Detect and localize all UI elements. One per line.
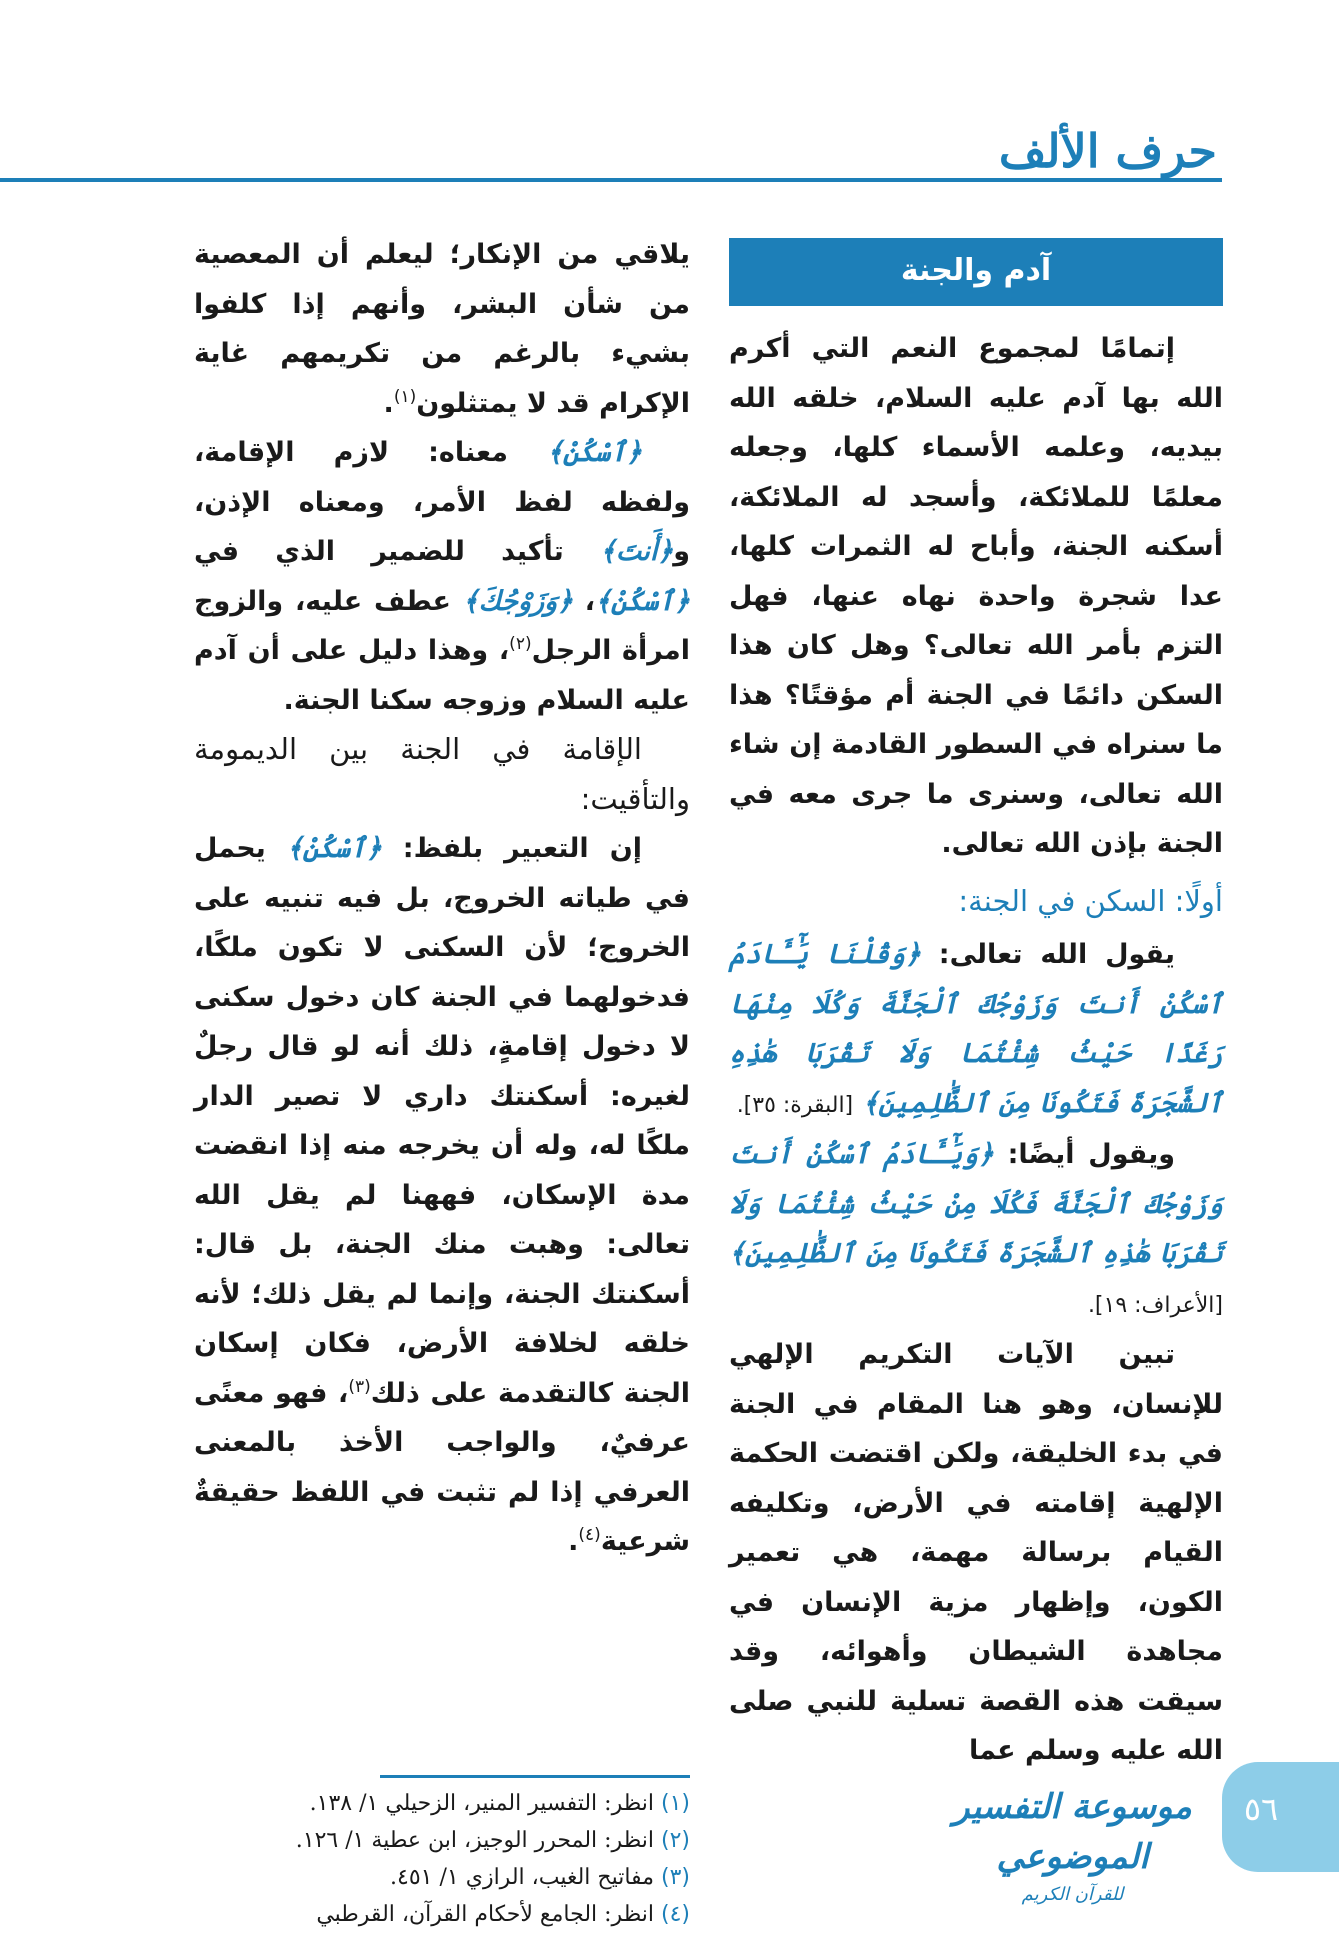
word-anta: ﴿أَنتَ﴾ bbox=[600, 536, 674, 567]
page-number: ٥٦ bbox=[1243, 1790, 1279, 1828]
verse1-reference: [البقرة: ٣٥]. bbox=[736, 1092, 854, 1118]
p3-b: يحمل في طياته الخروج، بل فيه تنبيه على الخروج؛ لأن السكنى لا تكون ملكًا، فدخولهما في الجنة كان دخول سكنى لا دخول إقامةٍ، ذلك أنه لو قال رجلٌ لغيره: أسكنتك داري لا تصير الدار ملكًا له، وله أن يخرجه منه إذا انقضت مدة الإسكان، فههنا لم يقل الله تعالى: وهبت منك الجنة، بل قال: أسكنتك الجنة، وإنما لم يقل ذلك؛ لأنه خلقه لخلافة الأرض، فكان إسكان الجنة كالتقدمة على ذلك bbox=[194, 833, 690, 1409]
footnote-rule bbox=[380, 1775, 690, 1778]
footnote-ref-3[interactable]: (٣) bbox=[348, 1376, 371, 1397]
footnote-4 bbox=[194, 1896, 690, 1933]
word-uskun: ﴿ٱسْكُنْ﴾ bbox=[547, 437, 642, 468]
closing-paragraph: تبين الآيات التكريم الإلهي للإنسان، وهو هنا المقام في الجنة في بدء الخليقة، ولكن اقتضت الحكمة الإلهية إقامته في الأرض، وتكليفه القيام برسالة مهمة، هي تعمير الكون، وإظهار مزية الإنسان في مجاهدة الشيطان وأهوائه، وقد سيقت هذه القصة تسلية للنبي صلى الله عليه وسلم عما bbox=[729, 1339, 1223, 1766]
p1-end: . bbox=[383, 387, 394, 419]
p3-a: إن التعبير بلفظ: bbox=[381, 833, 642, 864]
p2-c: ، bbox=[572, 585, 596, 617]
header-rule bbox=[0, 178, 1222, 182]
p2-d: عطف عليه، والزوج امرأة الرجل bbox=[194, 585, 690, 666]
footnote-3-text: مفاتيح الغيب، الرازي ١/ ٤٥١. bbox=[390, 1865, 654, 1890]
continuation-paragraph bbox=[194, 230, 690, 428]
footnote-4-text: انظر: الجامع لأحكام القرآن، القرطبي bbox=[316, 1902, 654, 1927]
left-column bbox=[194, 230, 690, 1567]
footnote-1 bbox=[194, 1785, 690, 1822]
expression-paragraph bbox=[194, 824, 690, 1567]
logo-title: موسوعة التفسير الموضوعي bbox=[953, 1787, 1192, 1877]
verse2-text: ﴿وَيَٰٓـَٔادَمُ ٱسْكُنْ أَنتَ وَزَوْجُكَ ٱلْجَنَّةَ فَكُلَا مِنْ حَيْثُ شِئْتُمَا وَلَا تَقْرَبَا هَٰذِهِ ٱلشَّجَرَةَ فَتَكُونَا مِنَ ٱلظَّٰلِمِينَ﴾ bbox=[729, 1139, 1223, 1269]
footnote-ref-2[interactable]: (٢) bbox=[509, 634, 532, 654]
verse1-paragraph bbox=[729, 930, 1223, 1130]
section-title-box: آدم والجنة bbox=[729, 238, 1223, 306]
footnote-2-number: (٢) bbox=[660, 1828, 690, 1853]
footnote-3-number: (٣) bbox=[660, 1865, 690, 1890]
verse2-reference: [الأعراف: ١٩]. bbox=[1087, 1292, 1223, 1318]
word-uskun-2: ﴿ٱسْكُنْ﴾ bbox=[595, 585, 690, 617]
p3-c: ، فهو معنًى عرفيٌ، والواجب الأخذ بالمعنى العرفي إذا لم تثبت في اللفظ حقيقةٌ شرعية bbox=[194, 1377, 690, 1557]
subheading-permanence: الإقامة في الجنة بين الديمومة والتأقيت: bbox=[194, 732, 690, 816]
word-zawjuka: ﴿وَزَوْجُكَ﴾ bbox=[462, 585, 573, 617]
footnote-2 bbox=[194, 1822, 690, 1859]
footnote-ref-4[interactable]: (٤) bbox=[578, 1525, 601, 1545]
footnote-1-text: انظر: التفسير المنير، الزحيلي ١/ ١٣٨. bbox=[309, 1791, 654, 1816]
p2-e: ، وهذا دليل على أن آدم عليه السلام وزوجه سكنا الجنة. bbox=[194, 635, 690, 716]
verse2-lead: ويقول أيضًا: bbox=[993, 1139, 1175, 1170]
footnote-3 bbox=[194, 1859, 690, 1896]
footnote-ref-1[interactable]: (١) bbox=[393, 386, 417, 407]
intro-paragraph: إتمامًا لمجموع النعم التي أكرم الله بها آدم عليه السلام، خلقه الله بيديه، وعلمه الأسماء كلها، وجعله معلمًا للملائكة، وأسجد له الملائكة، أسكنه الجنة، وأباح له الثمرات كلها، عدا شجرة واحدة نهاه عنها، فهل التزم بأمر الله تعالى؟ وهل كان هذا السكن دائمًا في الجنة أم مؤقتًا؟ هذا ما سنراه في السطور القادمة إن شاء الله تعالى، وسنرى ما جرى معه في الجنة بإذن الله تعالى. bbox=[729, 333, 1223, 859]
verse1-lead: يقول الله تعالى: bbox=[920, 939, 1175, 970]
footnote-4-number: (٤) bbox=[660, 1902, 690, 1927]
footnote-1-number: (١) bbox=[660, 1791, 690, 1816]
verse1-text: ﴿وَقُلْنَا يَٰٓـَٔادَمُ ٱسْكُنْ أَنتَ وَزَوْجُكَ ٱلْجَنَّةَ وَكُلَا مِنْهَا رَغَدًا حَيْثُ شِئْتُمَا وَلَا تَقْرَبَا هَٰذِهِ ٱلشَّجَرَةَ فَتَكُونَا مِنَ ٱلظَّٰلِمِينَ﴾ bbox=[729, 939, 1223, 1119]
verse2-paragraph bbox=[729, 1130, 1223, 1330]
word-uskun-3: ﴿ٱسْكُنْ﴾ bbox=[286, 833, 382, 864]
p1-text: يلاقي من الإنكار؛ ليعلم أن المعصية من شأن البشر، وأنهم إذا كلفوا بشيء بالرغم من تكريمهم غاية الإكرام قد لا يمتثلون bbox=[194, 239, 690, 419]
p2-a: معناه: لازم الإقامة، ولفظه لفظ الأمر، ومعناه الإذن، و bbox=[194, 437, 690, 567]
encyclopedia-logo bbox=[935, 1782, 1210, 1905]
meaning-paragraph bbox=[194, 428, 690, 725]
logo-subtitle: للقرآن الكريم bbox=[1021, 1884, 1124, 1905]
right-column bbox=[729, 238, 1223, 1776]
p3-end: . bbox=[568, 1526, 579, 1557]
subheading-dwelling: أولًا: السكن في الجنة: bbox=[958, 883, 1223, 918]
p2-b: تأكيد للضمير الذي في bbox=[194, 536, 601, 567]
footnote-2-text: انظر: المحرر الوجيز، ابن عطية ١/ ١٢٦. bbox=[295, 1828, 654, 1853]
footnotes bbox=[194, 1785, 690, 1933]
running-header-title: حرف الألف bbox=[998, 124, 1217, 178]
